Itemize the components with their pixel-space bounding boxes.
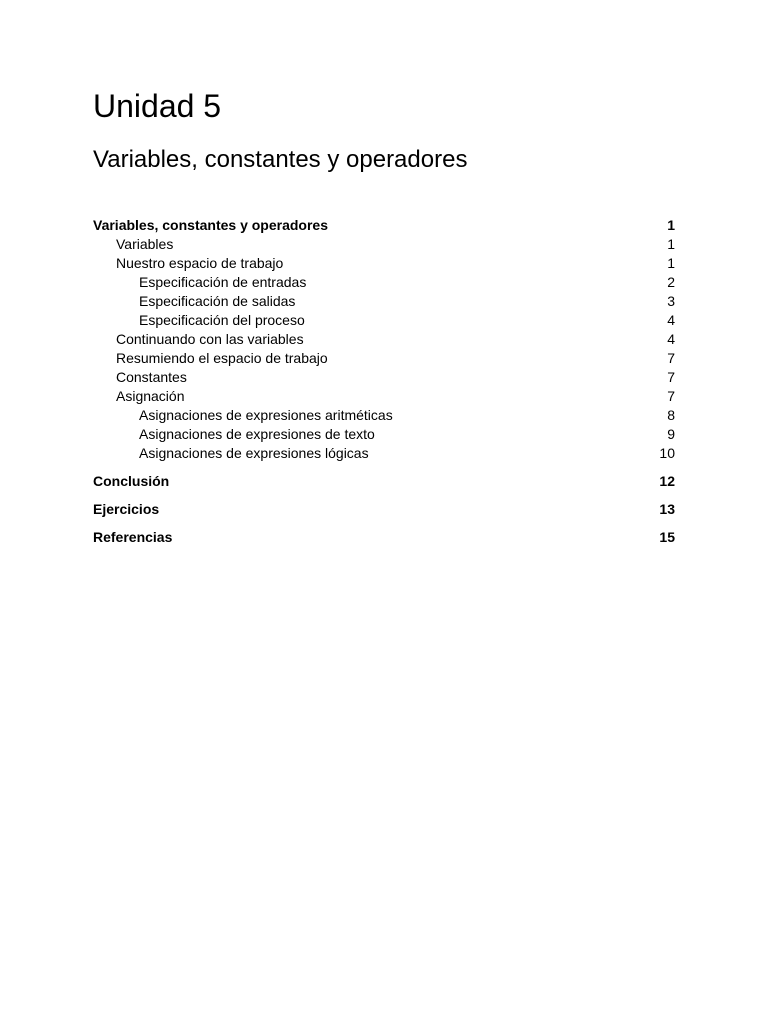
toc-entry-label: Especificación del proceso xyxy=(139,312,305,328)
toc-entry-page: 1 xyxy=(667,236,675,252)
toc-entry-page: 4 xyxy=(667,312,675,328)
table-of-contents xyxy=(93,216,675,547)
toc-entry-page: 15 xyxy=(659,529,675,545)
unit-title: Unidad 5 xyxy=(93,88,222,124)
toc-entry-page: 1 xyxy=(667,217,675,233)
toc-entry[interactable] xyxy=(93,500,675,519)
toc-entry[interactable] xyxy=(93,273,675,292)
toc-entry[interactable] xyxy=(93,254,675,273)
toc-entry[interactable] xyxy=(93,368,675,387)
toc-entry-page: 7 xyxy=(667,388,675,404)
toc-entry[interactable] xyxy=(93,216,675,235)
toc-entry-label: Variables xyxy=(116,236,174,252)
toc-entry-page: 1 xyxy=(667,255,675,271)
toc-entry-label: Variables, constantes y operadores xyxy=(93,217,328,233)
toc-entry-page: 7 xyxy=(667,369,675,385)
toc-entry-page: 2 xyxy=(667,274,675,290)
toc-entry-page: 10 xyxy=(659,445,675,461)
toc-entry[interactable] xyxy=(93,387,675,406)
toc-entry[interactable] xyxy=(93,472,675,491)
toc-entry-label: Ejercicios xyxy=(93,501,160,517)
toc-entry[interactable] xyxy=(93,235,675,254)
toc-entry[interactable] xyxy=(93,292,675,311)
toc-entry[interactable] xyxy=(93,330,675,349)
toc-entry-page: 9 xyxy=(667,426,675,442)
toc-entry-label: Especificación de entradas xyxy=(139,274,307,290)
toc-entry-label: Conclusión xyxy=(93,473,170,489)
toc-entry-page: 3 xyxy=(667,293,675,309)
toc-entry-label: Constantes xyxy=(116,369,187,385)
toc-entry[interactable] xyxy=(93,444,675,463)
toc-entry-label: Resumiendo el espacio de trabajo xyxy=(116,350,328,366)
toc-entry-label: Referencias xyxy=(93,529,173,545)
toc-entry-label: Asignación xyxy=(116,388,185,404)
toc-entry[interactable] xyxy=(93,311,675,330)
toc-entry[interactable] xyxy=(93,528,675,547)
toc-entry-page: 13 xyxy=(659,501,675,517)
toc-entry-label: Nuestro espacio de trabajo xyxy=(116,255,284,271)
toc-entry[interactable] xyxy=(93,425,675,444)
unit-subtitle: Variables, constantes y operadores xyxy=(93,146,468,173)
toc-entry-label: Asignaciones de expresiones de texto xyxy=(139,426,375,442)
toc-entry-page: 7 xyxy=(667,350,675,366)
toc-entry-page: 8 xyxy=(667,407,675,423)
toc-entry[interactable] xyxy=(93,349,675,368)
toc-entry[interactable] xyxy=(93,406,675,425)
toc-entry-label: Especificación de salidas xyxy=(139,293,296,309)
toc-entry-label: Continuando con las variables xyxy=(116,331,304,347)
toc-entry-label: Asignaciones de expresiones lógicas xyxy=(139,445,369,461)
toc-entry-page: 12 xyxy=(659,473,675,489)
toc-entry-page: 4 xyxy=(667,331,675,347)
toc-entry-label: Asignaciones de expresiones aritméticas xyxy=(139,407,393,423)
